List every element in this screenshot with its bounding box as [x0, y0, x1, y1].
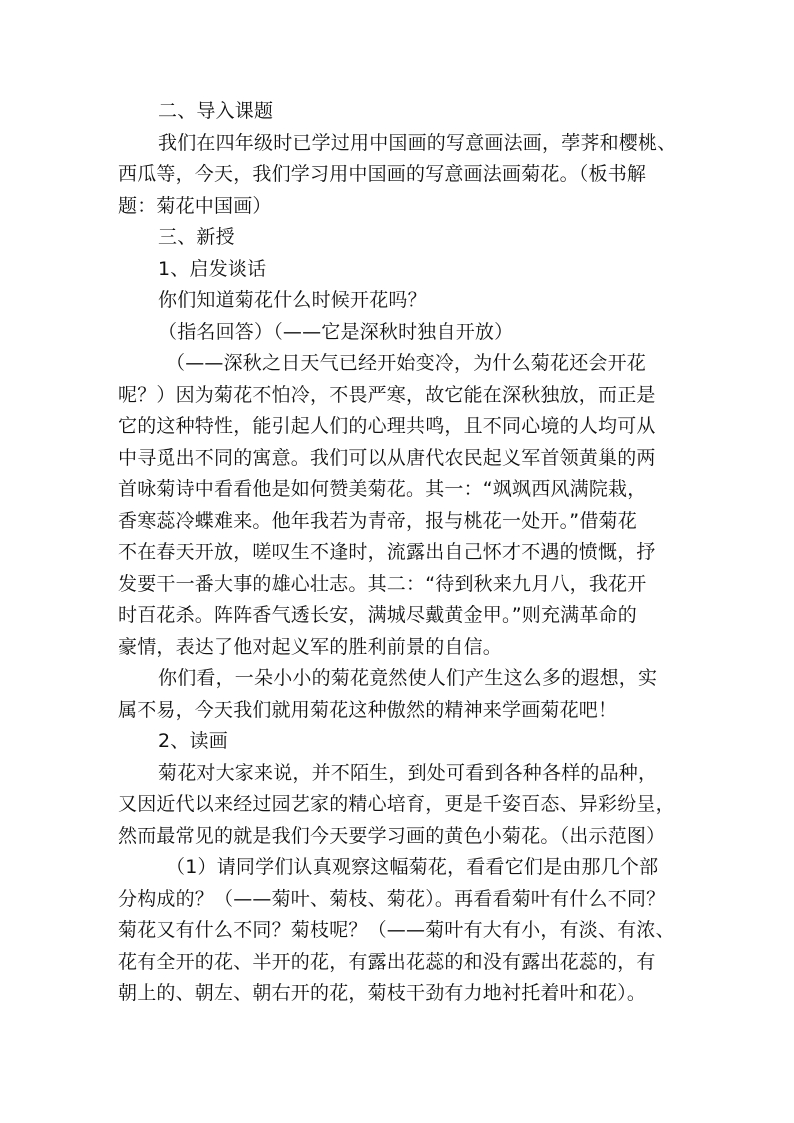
- text-line: 又因近代以来经过园艺家的精心培育，更是千姿百态、异彩纷呈，: [118, 793, 675, 815]
- text-line: 香寒蕊冷蝶难来。他年我若为青帝，报与桃花一处开。”借菊花: [118, 509, 637, 532]
- text-line: 2、读画: [158, 730, 228, 752]
- text-line: 菊花对大家来说，并不陌生，到处可看到各种各样的品种，: [158, 761, 658, 784]
- text-line: 题：菊花中国画）: [118, 194, 272, 217]
- text-line: 我们在四年级时已学过用中国画的写意画法画，荸荠和樱桃、: [158, 131, 677, 154]
- text-line: 不在春天开放，嗟叹生不逢时，流露出自己怀才不遇的愤慨，抒: [118, 541, 656, 563]
- text-line: 属不易，今天我们就用菊花这种傲然的精神来学画菊花吧！: [118, 698, 618, 721]
- text-line: 1、启发谈话: [158, 257, 267, 280]
- text-line: （——深秋之日天气已经开始变冷，为什么菊花还会开花: [166, 352, 647, 374]
- text-line: 菊花又有什么不同？菊枝呢？（——菊叶有大有小，有淡、有浓、: [118, 919, 675, 941]
- text-line: 二、导入课题: [158, 100, 274, 122]
- text-line: 然而最常见的就是我们今天要学习画的黄色小菊花。（出示范图）: [118, 824, 666, 847]
- text-line: （1）请同学们认真观察这幅菊花，看看它们是由那几个部: [166, 856, 659, 878]
- text-line: 你们看，一朵小小的菊花竟然使人们产生这么多的遐想，实: [158, 667, 658, 689]
- text-line: 西瓜等，今天，我们学习用中国画的写意画法画菊花。（板书解: [118, 163, 647, 185]
- text-line: 呢？）因为菊花不怕冷，不畏严寒，故它能在深秋独放，而正是: [118, 383, 656, 406]
- document-page: [118, 96, 678, 1010]
- text-line: 中寻觅出不同的寓意。我们可以从唐代农民起义军首领黄巢的两: [118, 446, 656, 469]
- text-line: 朝上的、朝左、朝右开的花，菊枝干劲有力地衬托着叶和花）。: [118, 982, 647, 1004]
- text-line: 发要干一番大事的雄心壮志。其二：“待到秋来九月八，我花开: [118, 572, 647, 595]
- text-line: 首咏菊诗中看看他是如何赞美菊花。其一：“飒飒西风满院栽，: [118, 478, 647, 500]
- text-line: 豪情，表达了他对起义军的胜利前景的自信。: [118, 635, 503, 658]
- text-line: 三、新授: [158, 226, 235, 248]
- text-line: （指名回答）（——它是深秋时独自开放）: [158, 320, 514, 343]
- text-line: 你们知道菊花什么时候开花吗？: [158, 289, 427, 311]
- text-line: 它的这种特性，能引起人们的心理共鸣，且不同心境的人均可从: [118, 415, 656, 437]
- text-line: 分构成的？（——菊叶、菊枝、菊花）。再看看菊叶有什么不同？: [118, 887, 666, 910]
- text-line: 花有全开的花、半开的花，有露出花蕊的和没有露出花蕊的，有: [118, 950, 656, 973]
- text-line: 时百花杀。阵阵香气透长安，满城尽戴黄金甲。”则充满革命的: [118, 604, 637, 626]
